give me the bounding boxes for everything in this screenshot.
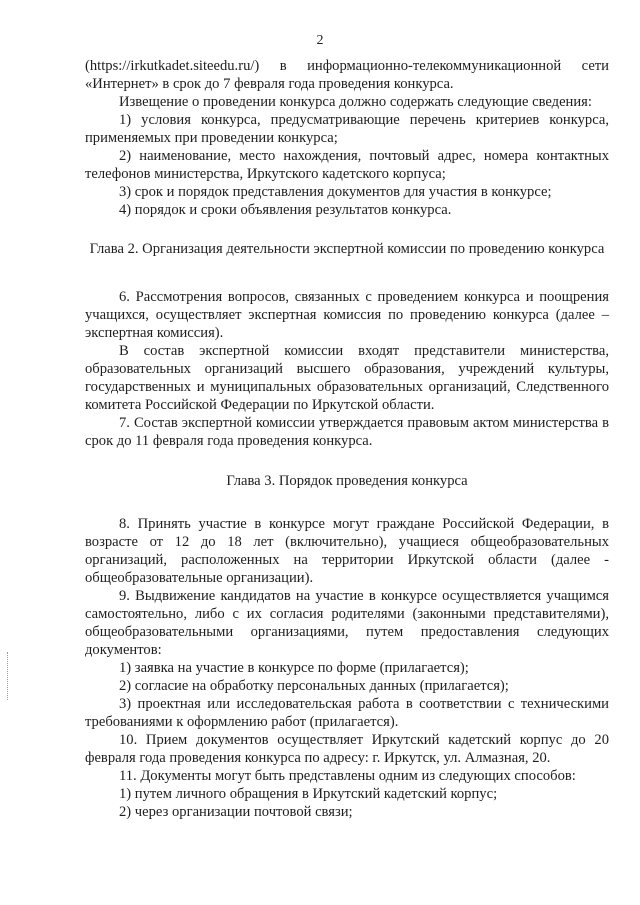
document-body: [85, 57, 609, 821]
submission-method-1: 1) путем личного обращения в Иркутский кадетский корпус;: [119, 786, 498, 802]
submission-method-2: 2) через организации почтовой связи;: [119, 804, 353, 820]
chapter-3-paragraph-8: 8. Принять участие в конкурсе могут граждане Российской Федерации, в возрасте от 12 до 18 лет (включительно), учащиеся общеобразовательных организаций, расположенных на территории Иркутской области (далее - общеобразовательные организации).: [85, 516, 609, 586]
chapter-3-paragraph-11: 11. Документы могут быть представлены одним из следующих способов:: [119, 768, 576, 784]
intro-list-item-2: 2) наименование, место нахождения, почтовый адрес, номера контактных телефонов министерства, Иркутского кадетского корпуса;: [85, 148, 609, 182]
documents-list-item-2: 2) согласие на обработку персональных данных (прилагается);: [119, 678, 509, 694]
intro-list-item-3: 3) срок и порядок представления документов для участия в конкурсе;: [119, 184, 552, 200]
documents-list-item-1: 1) заявка на участие в конкурсе по форме (прилагается);: [119, 660, 469, 676]
chapter-2-paragraph-composition: В состав экспертной комиссии входят представители министерства, образовательных организаций высшего образования, учреждений культуры, государственных и муниципальных образовательных организаций, Следственного комитета Российской Федерации по Иркутской области.: [85, 343, 609, 413]
intro-list-item-1: 1) условия конкурса, предусматривающие перечень критериев конкурса, применяемых при проведении конкурса;: [85, 112, 609, 146]
chapter-2-paragraph-6: 6. Рассмотрения вопросов, связанных с проведением конкурса и поощрения учащихся, осуществляет экспертная комиссия по проведению конкурса (далее – экспертная комиссия).: [85, 289, 609, 341]
chapter-3-paragraph-9: 9. Выдвижение кандидатов на участие в конкурсе осуществляется учащимся самостоятельно, либо с их согласия родителями (законными представителями), общеобразовательными организациями, путем предоставления следующих документов:: [85, 588, 609, 658]
chapter-2-paragraph-7: 7. Состав экспертной комиссии утверждается правовым актом министерства в срок до 11 февраля года проведения конкурса.: [85, 415, 609, 449]
intro-paragraph-url: (https://irkutkadet.siteedu.ru/) в информационно-телекоммуникационной сети «Интернет» в срок до 7 февраля года проведения конкурса.: [85, 58, 609, 92]
page-number: 2: [316, 33, 324, 48]
intro-list-item-4: 4) порядок и сроки объявления результатов конкурса.: [119, 202, 452, 218]
intro-paragraph-notice: Извещение о проведении конкурса должно содержать следующие сведения:: [119, 94, 592, 110]
chapter-2-heading: Глава 2. Организация деятельности экспертной комиссии по проведению конкурса: [89, 241, 605, 257]
documents-list-item-3: 3) проектная или исследовательская работа в соответствии с техническими требованиями к оформлению работ (прилагается).: [85, 696, 609, 730]
margin-scan-mark: [7, 652, 9, 700]
chapter-3-paragraph-10: 10. Прием документов осуществляет Иркутский кадетский корпус до 20 февраля года проведения конкурса по адресу: г. Иркутск, ул. Алмазная, 20.: [85, 732, 609, 766]
chapter-3-heading: Глава 3. Порядок проведения конкурса: [226, 473, 468, 489]
